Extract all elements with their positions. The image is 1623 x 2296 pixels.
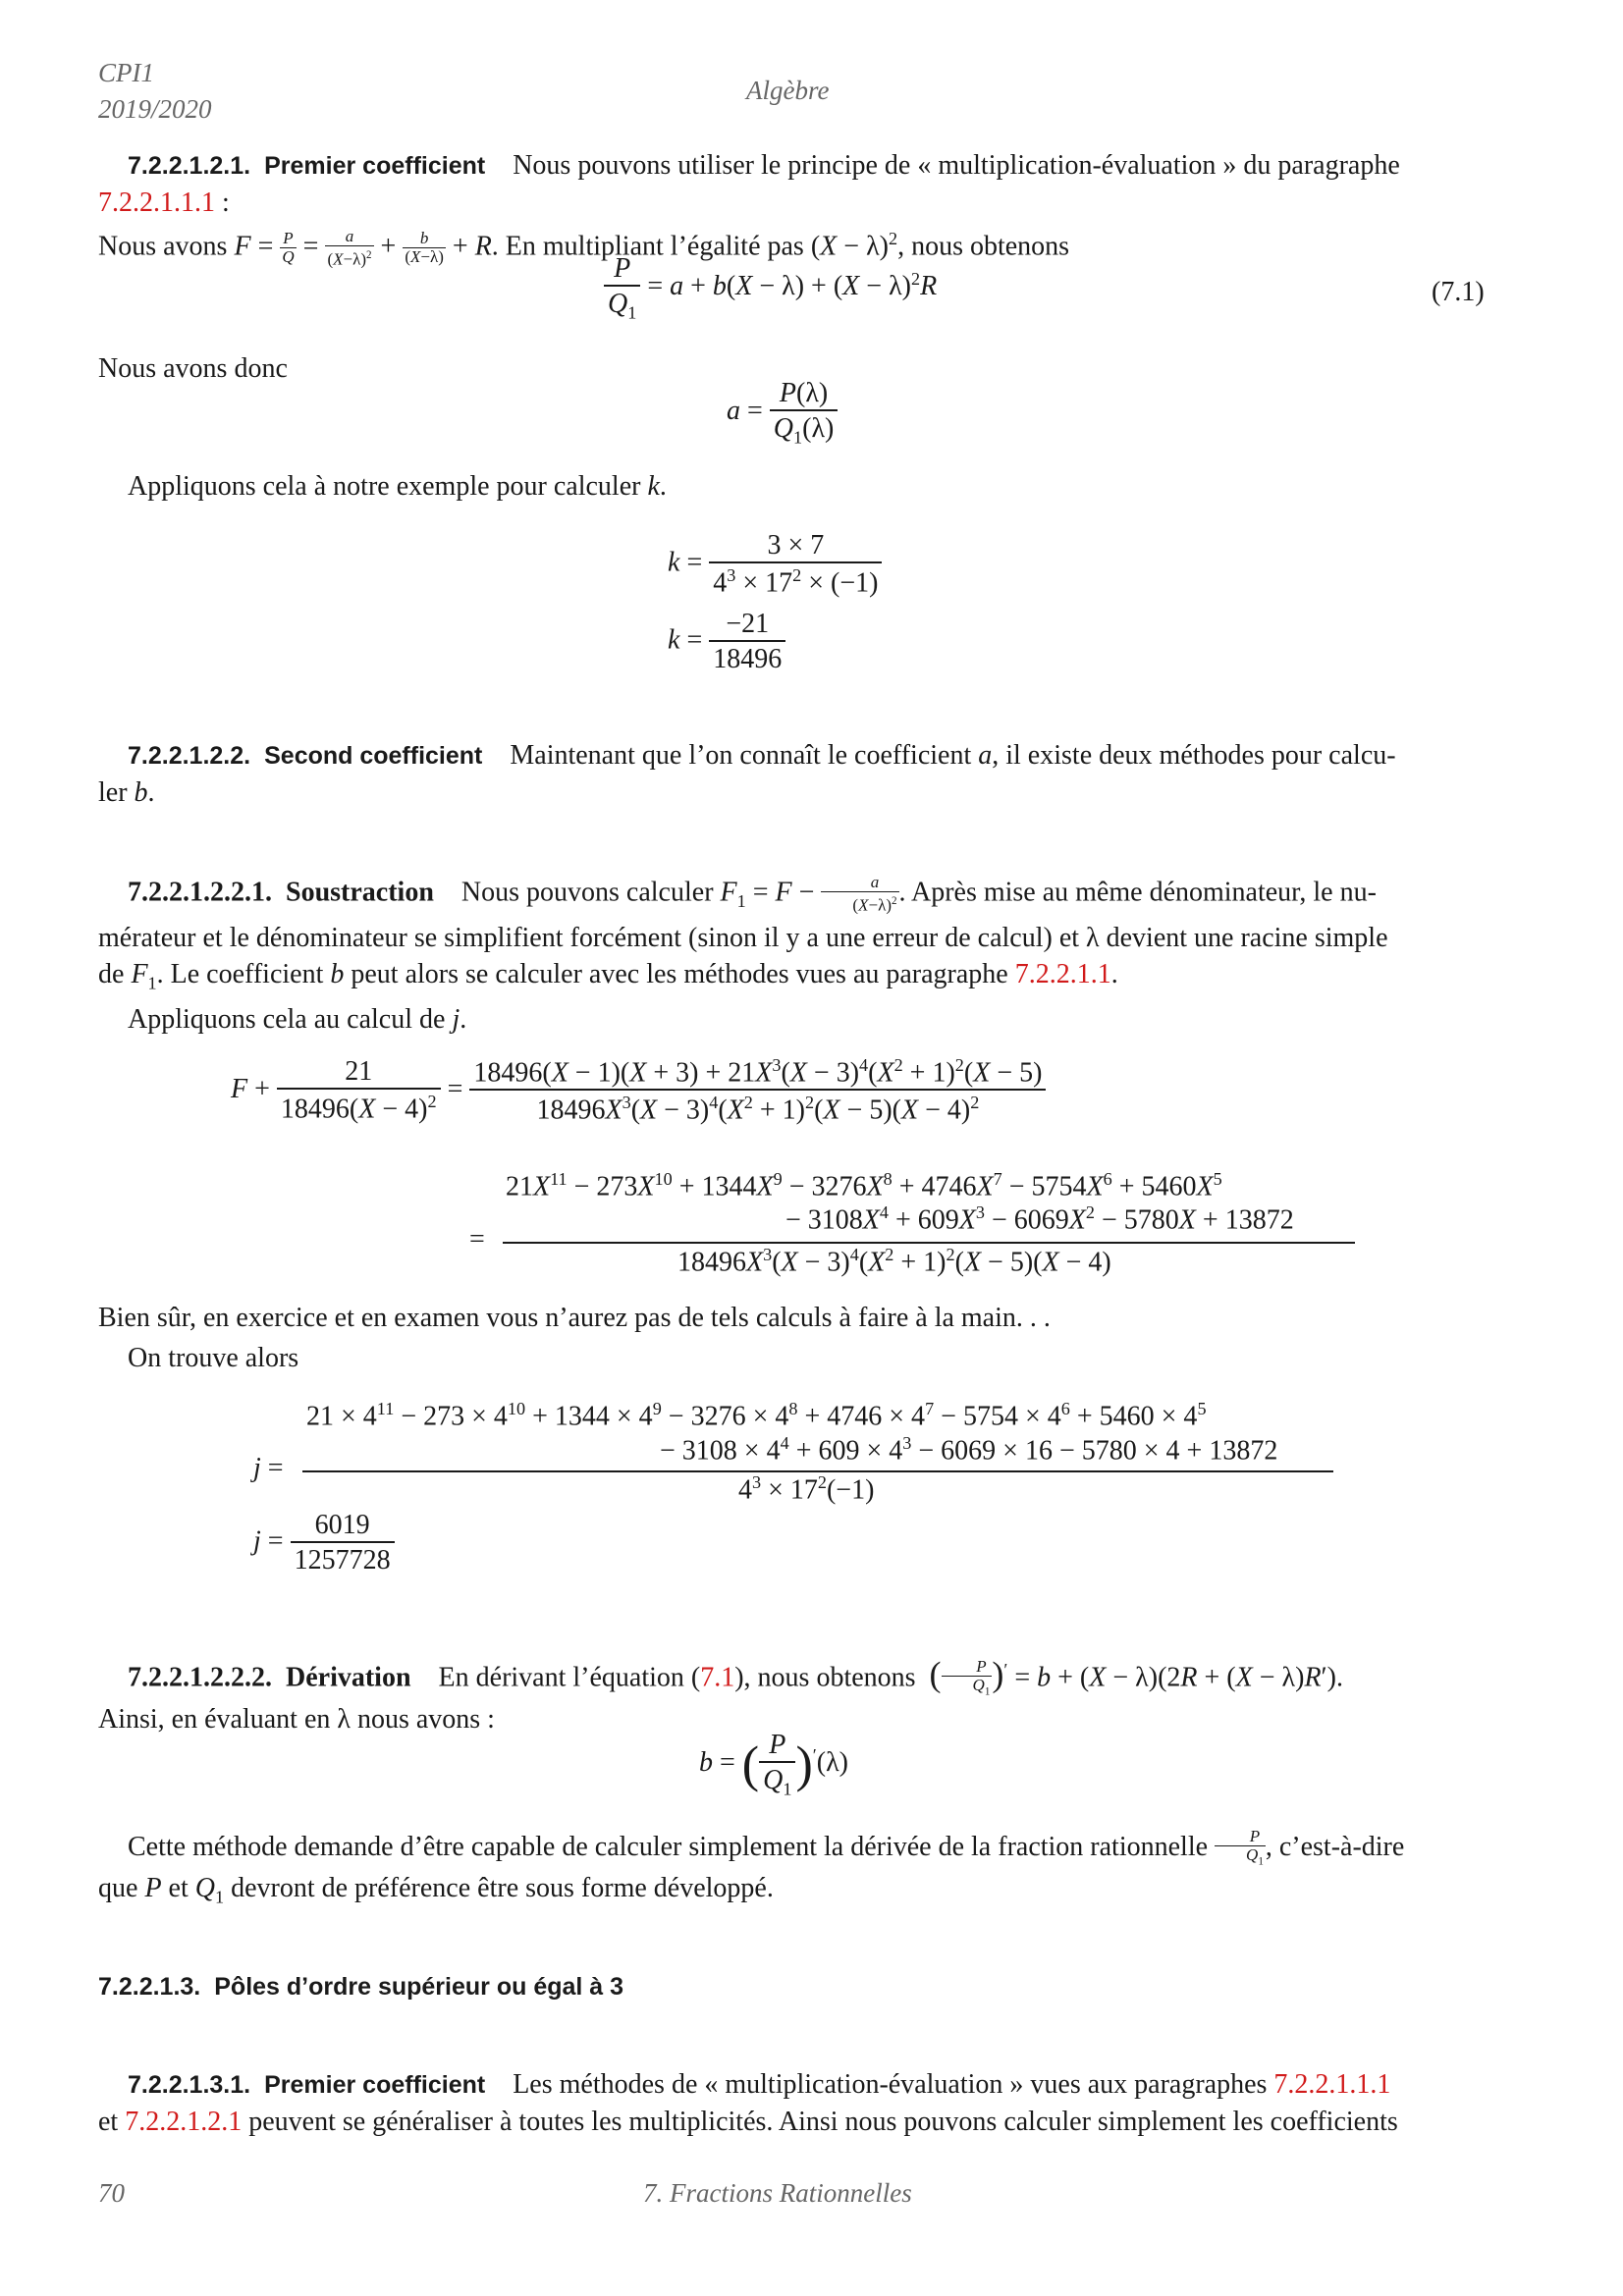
paragraph-text: Bien sûr, en exercice et en examen vous n’aurez pas de tels calculs à faire à la main. . . (98, 1303, 1051, 1333)
paragraph-text: , nous obtenons (897, 231, 1070, 262)
paragraph-text: . En multipliant l’égalité pas (491, 231, 811, 262)
math-inline: F (234, 231, 251, 262)
paragraph-text: On trouve alors (128, 1343, 299, 1373)
paragraph-text: : (215, 187, 230, 218)
paragraph-text: et (98, 2107, 126, 2137)
paragraph-text: ), nous obtenons (734, 1662, 916, 1693)
section-title: Second coefficient (264, 742, 483, 770)
paragraph-text: Appliquons cela à notre exemple pour calculer k. (128, 471, 667, 502)
math-fraction: $\frac{P}{Q_1}$ (1215, 1828, 1266, 1870)
cross-reference-link[interactable]: 7.2.2.1.1.1 (98, 187, 215, 218)
equation-f-decomposition: F + $\frac{21}{18496(X - 4)^2}$ = $\frac{18496(X - 1)(X + 3) + 21X^3(X - 3)^4(X^2 + 1)^2(X - 5)}{18496X^3(X - 3)^4(X^2 + 1)^2(X - 5)(X - 4)^2}$ (231, 1055, 1046, 1127)
j-numerator-line1: $21 \times 4^{11} - 273 \times 4^{10} + 1344 \times 4^9 - 3276 \times 4^8 + 4746 \times 4^7 - 5754 \times 4^6 + 5460 \times 4^5$ (306, 1399, 1207, 1432)
paragraph-text: devront de préférence être sous forme développé. (224, 1873, 774, 1904)
section-heading-poles (98, 1971, 623, 2002)
paragraph-text: peuvent se généraliser à toutes les multiplicités. Ainsi nous pouvons calculer simplement les coefficients (242, 2107, 1398, 2137)
j-numerator-line2: − $3108 \times 4^4 + 609 \times 4^3 - 6069 \times 16 - 5780 \times 4 + 13872$ (660, 1433, 1278, 1467)
paragraph-text: Ainsi, en évaluant en λ nous avons : (98, 1703, 495, 1735)
equation-j-result: j = $\frac{6019}{1257728}$ (253, 1510, 395, 1576)
section-number: 7.2.2.1.2.2.2. (128, 1662, 272, 1693)
section-derivation: 7.2.2.1.2.2.2. Dérivation En dérivant l’équation (7.1), nous obtenons ( $\frac{P}{Q_1}$ )′ = b + (X − λ)(2R + (X − λ)R′). Ainsi, en évaluant en λ nous avons : (98, 1652, 1492, 1737)
paragraph-methode: Cette méthode demande d’être capable de calculer simplement la dérivée de la fraction rationnelle $\frac{P}{Q_1}$ , c’est-à-dire que P et $Q_1$ devront de préférence être sous forme développé. (98, 1827, 1405, 1907)
equation-numerator-line1: $21X^{11} - 273X^{10} + 1344X^9 - 3276X^8 + 4746X^7 - 5754X^6 + 5460X^5$ (506, 1169, 1222, 1202)
equation-b: b = ( $\frac{P}{Q_1}$ )′(λ) (699, 1730, 848, 1799)
section-title: Pôles d’ordre supérieur ou égal à 3 (214, 1973, 624, 2001)
paragraph-text: . Après mise au même dénominateur, le nu- (898, 877, 1377, 908)
section-premier-coefficient-2 (98, 2066, 1492, 2140)
equation-a: a = $\frac{P(\lambda)}{Q_1(\lambda)}$ (727, 378, 838, 449)
section-title: Premier coefficient (264, 2071, 486, 2099)
header-year: 2019/2020 (98, 94, 212, 124)
section-soustraction: 7.2.2.1.2.2.1. Soustraction Nous pouvons calculer $F_1 = F$ − $\frac{a}{(X-\lambda)^2}$ . Après mise au même dénominateur, le nu- mérateur et le dénominateur se simplifient forcément (sinon il y a une erreur de calcul) et λ devient une racine simple de $F_1$. Le coefficient b peut alors se calculer avec les méthodes vues au paragraphe 7.2.2.1.1. Appliquons cela au calcul de j. (98, 874, 1492, 1038)
math-fraction: $\frac{P}{Q}$ (282, 229, 295, 267)
section-premier-coefficient: 7.2.2.1.2.1. Premier coefficient Nous pouvons utiliser le principe de « multiplication-évaluation » du paragraphe 7.2.2.1.1.1 : Nous avons F = $\frac{P}{Q}$ = $\frac{a}{(X-\lambda)^2}$ + $\frac{b}{(X-\lambda)}$ + R. En multipliant l’égalité pas $(X - \lambda)^2$, nous obtenons (98, 150, 1400, 269)
cross-reference-link[interactable]: 7.2.2.1.2.1 (125, 2107, 243, 2137)
equation-numerator-line2: − $3108X^4 + 609X^3 - 6069X^2 - 5780X + 13872$ (785, 1202, 1294, 1236)
cross-reference-link[interactable]: 7.2.2.1.1.1 (1273, 2069, 1391, 2100)
paragraph-text: de (98, 958, 132, 989)
fraction-bar (503, 1242, 1355, 1244)
j-denominator: $4^3 \times 17^2(-1)$ (738, 1472, 875, 1506)
math-fraction: $\frac{P}{Q_1}$ (942, 1658, 993, 1700)
paragraph-text: que (98, 1873, 145, 1904)
section-number: 7.2.2.1.2.2.1. (128, 877, 272, 908)
math-fraction: $\frac{a}{(X-\lambda)^2}$ (821, 874, 898, 915)
paragraph-text: Nous avons donc (98, 353, 288, 384)
section-number: 7.2.2.1.3.1. (128, 2071, 251, 2099)
section-title: Dérivation (286, 1662, 411, 1693)
equation-k2: k = $\frac{-21}{18496}$ (668, 609, 785, 675)
equation-7-1: $\frac{P}{Q_1}$ = $a + b(X - \lambda) + (X - \lambda)^2R$ (604, 253, 937, 324)
paragraph-text: En dérivant l’équation ( (438, 1662, 701, 1693)
paragraph-text: . Le coefficient (156, 958, 331, 989)
footer-page-number: 70 (98, 2178, 125, 2208)
paragraph-text: , il existe deux méthodes pour calcu- (992, 740, 1396, 771)
header-course: CPI1 (98, 58, 154, 87)
paragraph-text: Nous pouvons calculer (460, 877, 721, 908)
section-title: Premier coefficient (264, 152, 486, 180)
paragraph-text: Les méthodes de « multiplication-évaluation » vues aux paragraphes (513, 2069, 1274, 2100)
j-equals: j = (253, 1453, 284, 1483)
paragraph-text: Appliquons cela au calcul de (128, 1004, 453, 1036)
equation-label: (7.1) (1432, 277, 1485, 307)
equals-sign: = (469, 1224, 485, 1255)
math-fraction: $\frac{b}{(X-\lambda)}$ (405, 229, 444, 267)
paragraph-text: mérateur et le dénominateur se simplifient forcément (sinon il y a une erreur de calcul) et λ devient une racine simple (98, 922, 1388, 953)
paragraph-text: peut alors se calculer avec les méthodes vues au paragraphe (344, 958, 1015, 989)
paragraph-text: ler (98, 777, 135, 808)
paragraph-text: Cette méthode demande d’être capable de calculer simplement la dérivée de la fraction rationnelle (128, 1832, 1216, 1863)
footer-chapter: 7. Fractions Rationnelles (643, 2178, 912, 2208)
equation-denominator: $18496X^3(X - 3)^4(X^2 + 1)^2(X - 5)(X - 4)$ (677, 1245, 1111, 1278)
math-fraction: $\frac{a}{(X-\lambda)^2}$ (327, 227, 372, 269)
equation-k1: k = $\frac{3 \times 7}{4^3 \times 17^2 \times (-1)}$ (668, 530, 882, 599)
paragraph-text: , c’est-à-dire (1265, 1832, 1405, 1863)
paragraph-text: Nous avons (98, 231, 235, 262)
paragraph-text: et (161, 1873, 195, 1904)
section-number: 7.2.2.1.2.2. (128, 742, 251, 770)
section-number: 7.2.2.1.3. (98, 1973, 201, 2001)
section-number: 7.2.2.1.2.1. (128, 152, 251, 180)
paragraph-text: Nous pouvons utiliser le principe de « multiplication-évaluation » du paragraphe (513, 150, 1400, 181)
header-subject: Algèbre (746, 76, 830, 105)
paragraph-text: Maintenant que l’on connaît le coefficient (510, 740, 979, 771)
section-title: Soustraction (286, 877, 434, 908)
section-second-coefficient: 7.2.2.1.2.2. Second coefficient Maintenant que l’on connaît le coefficient a, il existe deux méthodes pour calcu- ler b. (98, 740, 1396, 808)
cross-reference-link[interactable]: 7.2.2.1.1 (1014, 958, 1111, 989)
cross-reference-link[interactable]: 7.1 (700, 1662, 735, 1693)
